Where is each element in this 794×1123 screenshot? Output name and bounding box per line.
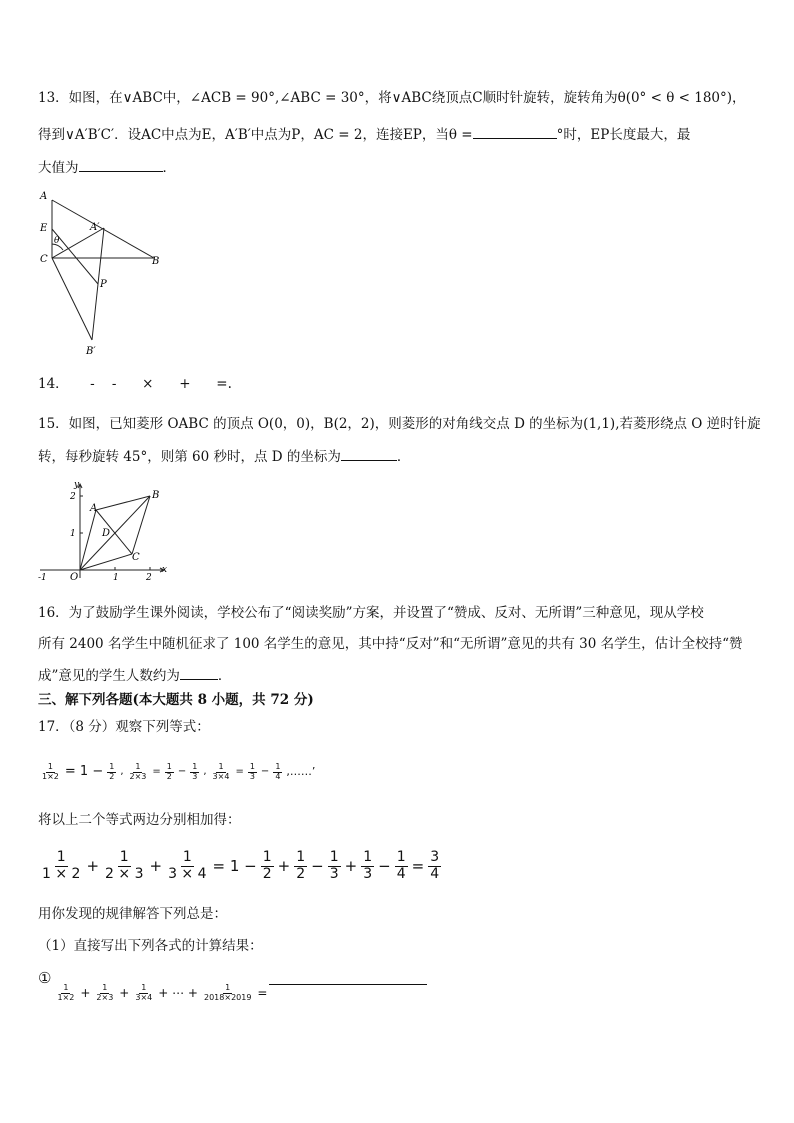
frac-1-over-3 [361,850,374,882]
circled-one-label: ① [38,969,52,987]
frac-num: 1 [225,982,231,992]
frac-num: 1 [218,761,224,771]
q13-label-C: C [40,254,48,265]
frac-num: 1 [166,761,172,771]
q13-label-B1: B′ [86,346,96,357]
frac-1-over-2 [165,763,174,782]
frac-1-over-2 [261,850,274,882]
eq-op: + ⋯ + [158,986,198,1000]
eq-op: + [86,857,100,875]
q15-tick-label-x1: 1 [113,573,119,582]
frac-den: 3 [192,771,198,781]
q15-side-BC [132,496,150,554]
eq-op: + [344,857,358,875]
frac-den: 3 × 4 [168,865,207,882]
frac-num: 1 [275,761,281,771]
eq-ellipsis: ,……’ [286,765,316,778]
q15-label-C: C [132,552,140,563]
frac-den: 2 × 3 [105,865,144,882]
frac-1-over-1x2 [55,984,76,1003]
eq-op: + [119,986,130,1000]
q14-line: 14． - - × + =. [38,376,232,392]
frac-num: 1 [192,761,198,771]
frac-den: 2 [166,771,172,781]
eq-op: = [235,766,244,777]
frac-num: 1 [141,982,147,992]
eq-comma: , [120,766,124,777]
frac-1-over-3x4 [211,763,232,782]
eq-op: − [260,766,270,777]
q16-line3-end: ． [217,668,232,684]
q13-line2-text: 得到∨A′B′C′．设AC中点为E，A′B′中点为P，AC = 2，连接EP，当θ = [38,127,473,143]
section3-heading: 三、解下列各题(本大题共 8 小题，共 72 分) [38,692,314,708]
q16-line3-text: 成”意见的学生人数约为 [38,668,180,684]
q16-answer-blank[interactable] [180,665,218,680]
frac-num: 1 [102,982,108,992]
frac-num: 1 [329,849,339,866]
frac-num: 1 [63,982,69,992]
q15-side-AB [96,496,150,510]
eq-op: − [311,857,324,875]
frac-num: 1 [135,761,141,771]
q13-line3-text: 大值为 [38,160,79,176]
frac-1-over-2x3 [128,763,149,782]
eq-op: − [177,766,187,777]
frac-1-over-2 [107,763,116,782]
frac-den: 2×3 [129,771,147,781]
frac-den: 1 × 2 [42,865,81,882]
eq-op: = 1 − [212,857,257,875]
q13-answer-blank-angle[interactable] [473,124,557,139]
q15-line2 [38,446,756,467]
frac-1-over-3 [190,763,199,782]
frac-num: 3 [430,849,440,866]
frac-num: 1 [262,849,272,866]
eq-op: + [80,986,91,1000]
q13-line2 [38,124,756,145]
frac-den: 1×2 [42,771,59,781]
frac-den: 2×3 [96,992,114,1002]
q15-tick-label-y2: 2 [70,492,76,502]
frac-den: 4 [396,865,406,882]
q15-line1: 15．如图，已知菱形 OABC 的顶点 O(0，0)，B(2，2)，则菱形的对角线交点 D 的坐标为(1,1),若菱形绕点 O 逆时针旋 [38,416,761,432]
q16-line2: 所有 2400 名学生中随机征求了 100 名学生的意见，其中持“反对”和“无所谓”意见的共有 30 名学生，估计全校持“赞 [38,636,743,652]
frac-1-over-3 [328,850,341,882]
q17-large-equation [38,846,756,886]
eq-op: + [149,857,163,875]
frac-num: 1 [396,849,406,866]
frac-den: 1×2 [57,992,75,1002]
frac-1-over-3x4 [166,850,208,882]
q15-tick-label-x2: 2 [146,573,152,582]
q15-label-D: D [102,528,111,539]
q17-title: 17．（8 分）观察下列等式： [38,719,210,735]
q17-part1: （1）直接写出下列各式的计算结果： [38,938,263,954]
q13-label-P: P [100,279,107,290]
frac-den: 3×4 [135,992,153,1002]
frac-1-over-3 [248,763,257,782]
frac-num: 1 [182,849,192,866]
frac-den: 4 [275,771,281,781]
frac-den: 2 [296,865,306,882]
eq-op: = [411,857,425,875]
frac-den: 4 [430,865,440,882]
q15-label-y: y [74,480,80,490]
q13-figure [36,186,176,358]
q13-label-A: A [40,191,48,202]
q13-label-B: B [152,256,160,267]
q13-label-E: E [40,223,48,234]
q15-label-B: B [152,490,160,501]
frac-1-over-4 [273,763,282,782]
q13-line1: 13．如图，在∨ABC中，∠ACB = 90°,∠ABC = 30°，将∨ABC绕顶点C顺时针旋转，旋转角为θ(0° < θ < 180°)， [38,90,746,106]
q15-tick-label-xm1: -1 [38,573,47,582]
q16-line3 [38,665,756,686]
q17-use-rule: 用你发现的规律解答下列总是： [38,906,227,922]
frac-1-over-1x2 [40,763,61,782]
frac-1-over-2x3 [103,850,145,882]
frac-num: 1 [249,761,255,771]
frac-den: 3×4 [212,771,230,781]
frac-1-over-4 [395,850,408,882]
frac-num: 1 [119,849,129,866]
eq-op: = [152,766,161,777]
frac-1-over-1x2 [40,850,82,882]
q17-sum-intro: 将以上二个等式两边分别相加得： [38,812,241,828]
q13-line3 [38,157,756,178]
q15-tick-label-y1: 1 [70,529,76,539]
frac-1-over-2x3 [94,984,115,1003]
q15-label-x: x [162,565,168,575]
frac-den: 3 [329,865,339,882]
eq-comma: , [203,766,207,777]
frac-1-over-2 [294,850,307,882]
eq-op: + [277,857,291,875]
frac-num: 1 [296,849,306,866]
q15-figure [34,478,174,582]
frac-num: 1 [109,761,115,771]
frac-num: 1 [363,849,373,866]
q13-answer-blank-max[interactable] [79,157,163,172]
q17-item1 [38,966,756,1006]
frac-den: 3 [363,865,373,882]
frac-den: 3 [249,771,255,781]
q13-label-A1: A′ [90,222,100,233]
q15-line2-text: 转，每秒旋转 45°，则第 60 秒时，点 D 的坐标为 [38,449,341,465]
frac-num: 1 [56,849,66,866]
frac-den: 2 [262,865,272,882]
q13-label-theta: θ [54,236,60,246]
q16-line1: 16．为了鼓励学生课外阅读，学校公布了“阅读奖励”方案，并设置了“赞成、反对、无所谓”三种意见，现从学校 [38,605,704,621]
q15-label-O: O [70,572,79,582]
eq-op: = 1 − [64,764,104,779]
frac-1-over-3x4 [133,984,154,1003]
q17-small-equations [38,758,756,786]
q15-label-A: A [90,503,98,514]
q13-line3-end: ． [162,160,176,176]
eq-op: − [378,857,391,875]
q17-item1-answer-blank[interactable] [269,970,427,985]
frac-num: 1 [47,761,53,771]
frac-den: 2018×2019 [204,992,252,1002]
frac-3-over-4 [428,850,441,882]
frac-1-over-2018x2019 [202,984,253,1003]
q15-line2-end: ． [396,449,411,465]
q15-answer-blank[interactable] [341,446,397,461]
eq-op: = [257,986,268,1000]
frac-den: 2 [109,771,115,781]
q13-line2-tail: °时，EP长度最大，最 [556,127,691,143]
